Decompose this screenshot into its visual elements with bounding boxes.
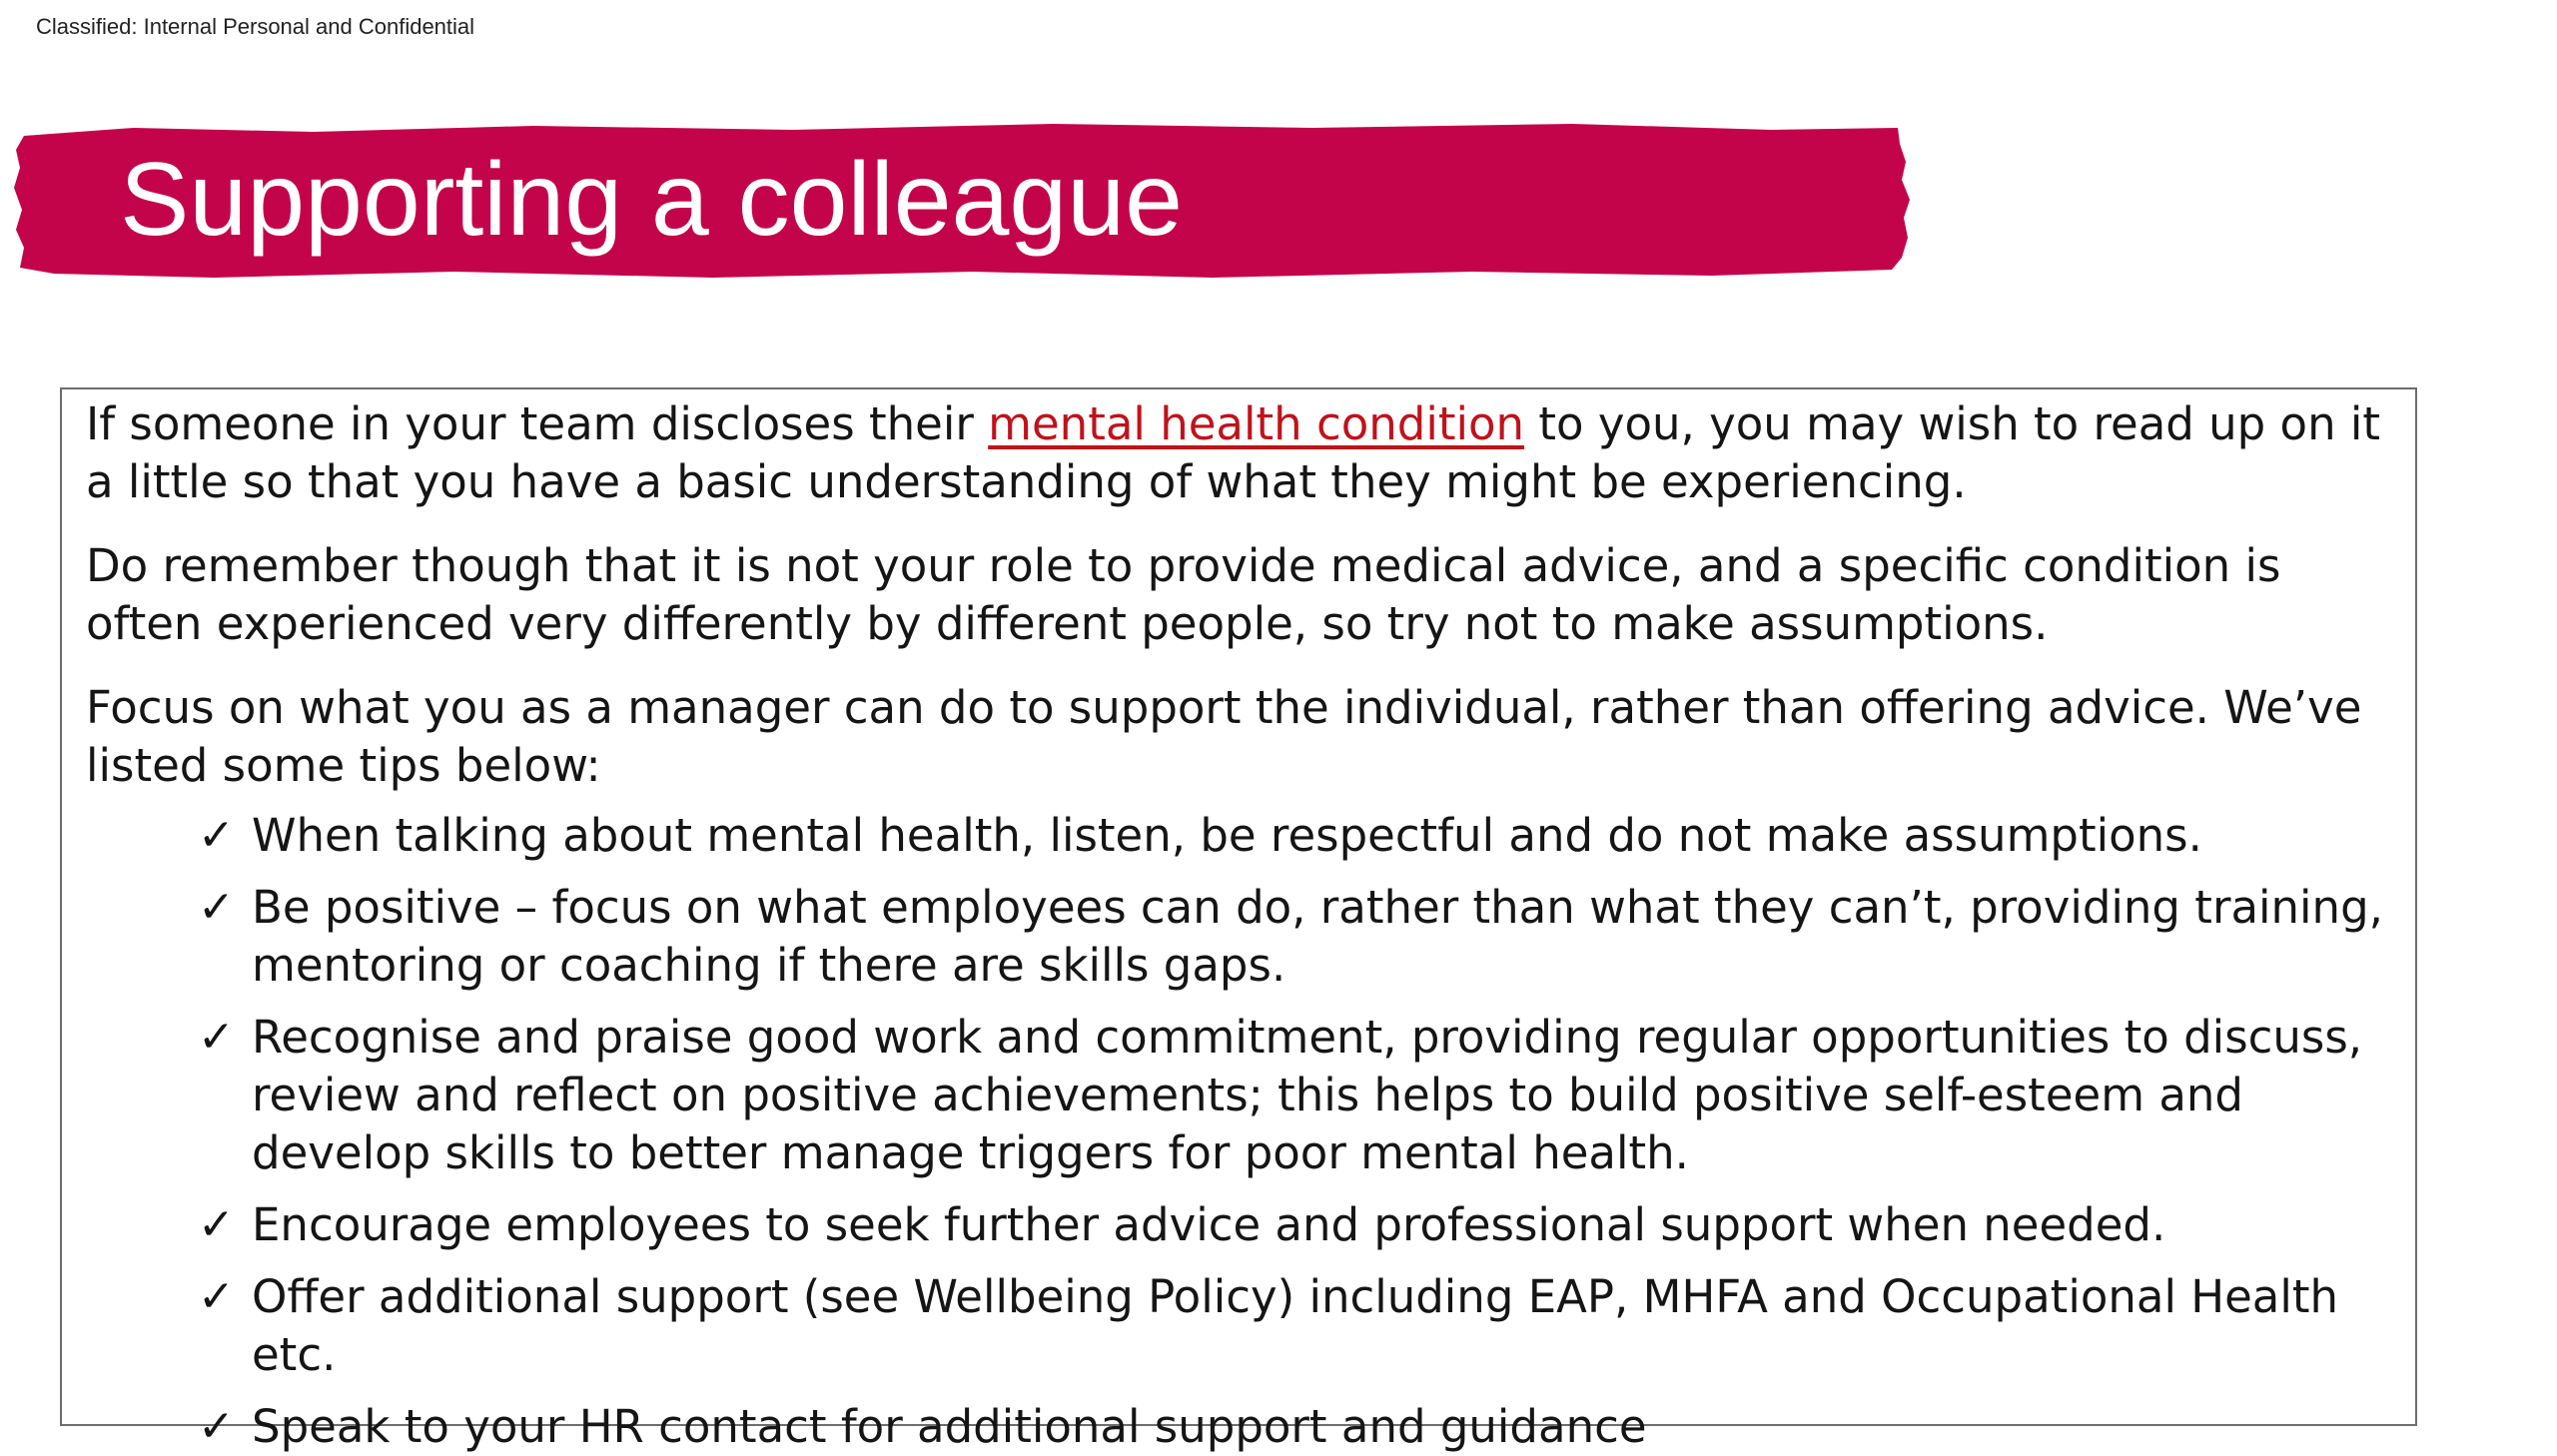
checkmark-icon: ✓ <box>198 1012 235 1063</box>
tips-list <box>86 807 2391 1456</box>
intro-text-before: If someone in your team discloses their <box>86 397 989 450</box>
checkmark-icon: ✓ <box>198 1199 235 1250</box>
tip-text: Be positive – focus on what employees can do, rather than what they can’t, providing training, mentoring or coaching if there are skills gaps. <box>252 881 2383 992</box>
tip-item <box>198 1196 2391 1254</box>
classification-label: Classified: Internal Personal and Confidential <box>36 14 475 39</box>
tip-text: Offer additional support (see Wellbeing Policy) including EAP, MHFA and Occupational Health etc. <box>252 1270 2339 1381</box>
tip-item <box>198 1009 2391 1182</box>
tip-text: Speak to your HR contact for additional support and guidance <box>252 1400 1647 1453</box>
title-banner <box>14 118 1914 284</box>
medical-advice-paragraph: Do remember though that it is not your role to provide medical advice, and a specific condition is often experienced very differently by different people, so try not to make assumptions. <box>86 539 2281 650</box>
tip-item <box>198 807 2391 865</box>
checkmark-icon: ✓ <box>198 882 235 933</box>
checkmark-icon: ✓ <box>198 810 235 861</box>
tip-item <box>198 1268 2391 1384</box>
tip-item <box>198 1398 2391 1456</box>
checkmark-icon: ✓ <box>198 1271 235 1322</box>
tip-text: Encourage employees to seek further advice and professional support when needed. <box>252 1198 2166 1251</box>
tip-item <box>198 879 2391 995</box>
mental-health-condition-link[interactable]: mental health condition <box>988 397 1525 450</box>
content-box <box>60 387 2417 1453</box>
intro-paragraph <box>86 395 2391 511</box>
tip-text: When talking about mental health, listen, be respectful and do not make assumptions. <box>252 809 2202 862</box>
focus-paragraph: Focus on what you as a manager can do to support the individual, rather than offering advice. We’ve listed some tips below: <box>86 681 2362 792</box>
page-title: Supporting a colleague <box>120 142 1183 258</box>
checkmark-icon: ✓ <box>198 1401 235 1452</box>
intro-text-after: to you, you may wish to read up on it a little so that you have a basic understanding of what they might be experiencing. <box>86 397 2381 508</box>
tip-text: Recognise and praise good work and commitment, providing regular opportunities to discuss, review and reflect on positive achievements; this helps to build positive self-esteem and develop skills to better manage triggers for poor mental health. <box>252 1011 2363 1179</box>
